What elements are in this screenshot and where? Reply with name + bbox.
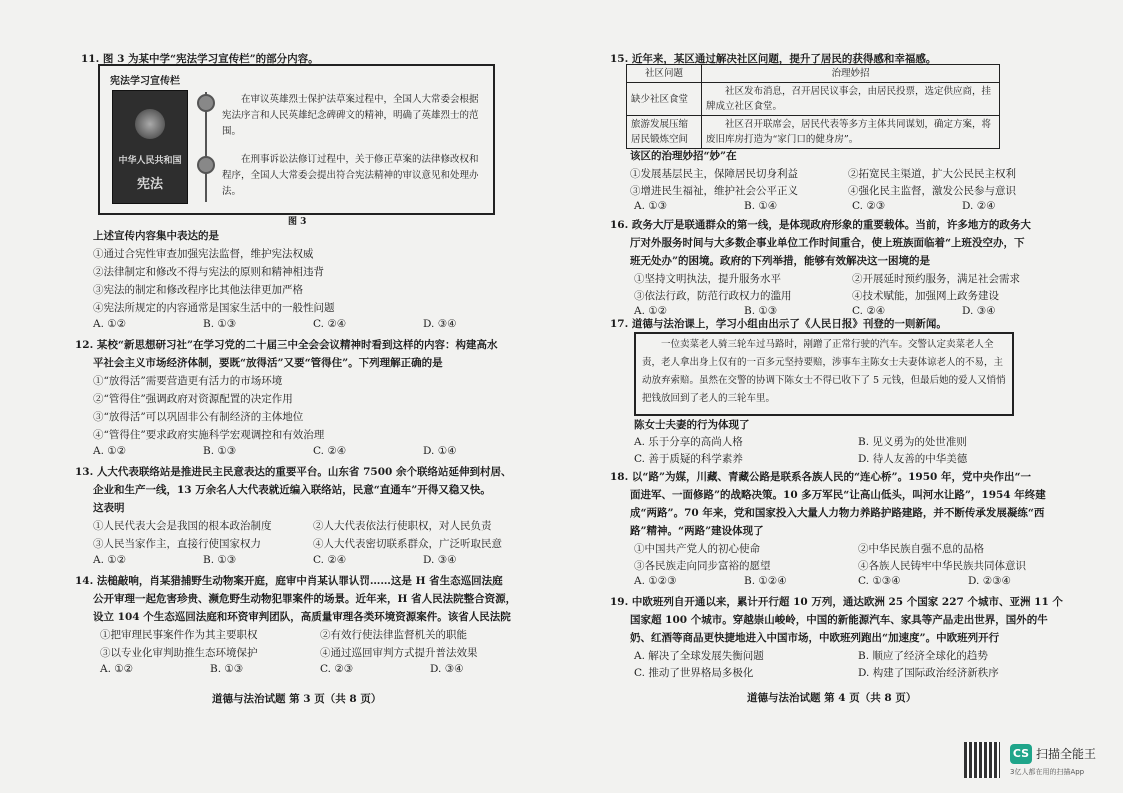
q15-choice-a[interactable]: A. ①③ xyxy=(634,200,668,212)
national-emblem-icon xyxy=(135,109,165,139)
q13-choice-b[interactable]: B. ①③ xyxy=(203,554,237,566)
q14-choice-b[interactable]: B. ①③ xyxy=(210,663,244,675)
q16-option-1: ①坚持文明执法，提升服务水平 xyxy=(634,273,781,285)
q18-choice-d[interactable]: D. ②③④ xyxy=(968,575,1011,587)
q16-option-2: ②开展延时预约服务，满足社会需求 xyxy=(852,273,1020,285)
q16-stem-2: 厅对外服务时间与大多数企事业单位工作时间重合，使上班族面临着“上班没空办，下 xyxy=(630,237,1025,249)
page-footer-4: 道德与法治试题 第 4 页（共 8 页） xyxy=(747,692,917,704)
q19-stem-3: 奶、红酒等商品更快捷地进入中国市场，中欧班列跑出“加速度”。中欧班列开行 xyxy=(630,632,1000,644)
constitution-book-image xyxy=(112,90,188,204)
table-cell-problem-2: 旅游发展压缩居民锻炼空间 xyxy=(627,116,702,149)
figure-caption: 图 3 xyxy=(288,217,307,227)
q14-option-3: ③以专业化审判助推生态环境保护 xyxy=(100,647,258,659)
scanner-app-name: 扫描全能王 xyxy=(1036,747,1097,761)
q16-option-4: ④技术赋能，加强网上政务建设 xyxy=(852,290,999,302)
q19-choice-a[interactable]: A. 解决了全球发展失衡问题 xyxy=(634,650,764,662)
q14-stem-1: 14. 法槌敲响，肖某猎捕野生动物案开庭，庭审中肖某认罪认罚……这是 H 省生态巡回法庭 xyxy=(75,575,503,587)
q13-choice-c[interactable]: C. ②④ xyxy=(313,554,347,566)
q14-choice-a[interactable]: A. ①② xyxy=(100,663,134,675)
q13-choice-a[interactable]: A. ①② xyxy=(93,554,127,566)
q17-choice-b[interactable]: B. 见义勇为的处世准则 xyxy=(858,436,967,448)
q17-stem: 17. 道德与法治课上，学习小组由出示了《人民日报》刊登的一则新闻。 xyxy=(610,318,947,330)
q16-stem-3: 班无处办”的困境。政府的下列举措，能够有效解决这一困境的是 xyxy=(630,255,931,267)
bullet-dot-icon xyxy=(197,156,215,174)
q13-choice-d[interactable]: D. ③④ xyxy=(423,554,457,566)
q18-choice-b[interactable]: B. ①②④ xyxy=(744,575,787,587)
q12-stem-1: 12. 某校“新思想研习社”在学习党的二十届三中全会会议精神时看到这样的内容：构建高水 xyxy=(75,339,498,351)
q14-stem-3: 设立 104 个生态巡回法庭和环资审判团队，高质量审理各类环境资源案件。该省人民法院 xyxy=(93,611,511,623)
q13-stem-1: 13. 人大代表联络站是推进民主民意表达的重要平台。山东省 7500 余个联络站延伸到村居、 xyxy=(75,466,512,478)
q16-option-3: ③依法行政，防范行政权力的滥用 xyxy=(634,290,792,302)
q17-choice-a[interactable]: A. 乐于分享的高尚人格 xyxy=(634,436,743,448)
q11-option-4: ④宪法所规定的内容通常是国家生活中的一般性问题 xyxy=(93,302,335,314)
q19-choice-d[interactable]: D. 构建了国际政治经济新秩序 xyxy=(858,667,999,679)
book-title-line1: 中华人民共和国 xyxy=(118,156,182,166)
q13-option-3: ③人民当家作主，直接行使国家权力 xyxy=(93,538,261,550)
board-paragraph-2: 在刑事诉讼法修订过程中，关于修正草案的法律修改权和程序，全国人大常委会提出符合宪法精神的审议意见和处理办法。 xyxy=(222,154,479,197)
q18-stem-4: 路”精神。“两路”建设体现了 xyxy=(630,525,764,537)
q12-choice-d[interactable]: D. ①④ xyxy=(423,445,457,457)
q11-option-2: ②法律制定和修改不得与宪法的原则和精神相违背 xyxy=(93,266,324,278)
q15-option-1: ①发展基层民主，保障居民切身利益 xyxy=(630,168,798,180)
q19-choice-b[interactable]: B. 顺应了经济全球化的趋势 xyxy=(858,650,988,662)
news-box: 一位卖菜老人骑三轮车过马路时，剐蹭了正常行驶的汽车。交警认定卖菜老人全责，老人拿出身上仅有的一百多元坚持要赔，涉事车主陈女士夫妻体谅老人的不易，主动放弃索赔。虽然在交警的协调下陈女士不得已收下了 5 元钱，但最后她的爱人又悄悄把钱放回到了老人的三轮车里。 xyxy=(634,332,1014,416)
q18-choice-a[interactable]: A. ①②③ xyxy=(634,575,677,587)
q12-stem-2: 平社会主义市场经济体制，要既“放得活”又要“管得住”。下列理解正确的是 xyxy=(93,357,443,369)
q15-option-3: ③增进民生福祉，维护社会公平正义 xyxy=(630,185,798,197)
q19-stem-1: 19. 中欧班列自开通以来，累计开行超 10 万列，通达欧洲 25 个国家 227 个城市、亚洲 11 个 xyxy=(610,596,1063,608)
q15-option-4: ④强化民主监督，激发公民参与意识 xyxy=(848,185,1016,197)
q18-option-4: ④各族人民铸牢中华民族共同体意识 xyxy=(858,560,1026,572)
q13-option-4: ④人大代表密切联系群众，广泛听取民意 xyxy=(313,538,502,550)
q18-stem-1: 18. 以“路”为媒，川藏、青藏公路是联系各族人民的“连心桥”。1950 年，党中央作出“一 xyxy=(610,471,1031,483)
q13-option-1: ①人民代表大会是我国的根本政治制度 xyxy=(93,520,272,532)
page-3 xyxy=(0,0,560,793)
table-header-problem: 社区问题 xyxy=(627,65,702,83)
q14-choice-c[interactable]: C. ②③ xyxy=(320,663,354,675)
qr-code-icon xyxy=(964,742,1000,778)
q18-option-1: ①中国共产党人的初心使命 xyxy=(634,543,760,555)
q15-choice-d[interactable]: D. ②④ xyxy=(962,200,996,212)
q18-stem-3: 成“两路”。70 年来，党和国家投入大量人力物力养路护路建路，并不断传承发展凝练“西 xyxy=(630,507,1045,519)
q11-choice-d[interactable]: D. ③④ xyxy=(423,318,457,330)
q12-option-1: ①“放得活”需要营造更有活力的市场环境 xyxy=(93,375,283,387)
board-paragraph-1: 在审议英雄烈士保护法草案过程中，全国人大常委会根据宪法序言和人民英雄纪念碑碑文的精神，明确了英雄烈士的范围。 xyxy=(222,94,479,137)
q12-choice-b[interactable]: B. ①③ xyxy=(203,445,237,457)
q16-choice-c[interactable]: C. ②④ xyxy=(852,305,886,317)
table-cell-solution-2: 社区召开联席会，居民代表等多方主体共同谋划，确定方案，将废旧库房打造为“家门口的健身房”。 xyxy=(702,116,1000,149)
q16-stem-1: 16. 政务大厅是联通群众的第一线，是体现政府形象的重要载体。当前，许多地方的政务大 xyxy=(610,219,1031,231)
q11-option-1: ①通过合宪性审查加强宪法监督，维护宪法权威 xyxy=(93,248,314,260)
q19-stem-2: 国家超 100 个城市。穿越崇山峻岭，中国的新能源汽车、家具等产品走出世界，国外的牛 xyxy=(630,614,1048,626)
table-cell-solution-1: 社区发布消息，召开居民议事会，由居民投票，选定供应商，挂牌成立社区食堂。 xyxy=(702,83,1000,116)
q13-stem-2: 企业和生产一线，13 万余名人大代表就近编入联络站，民意“直通车”开得又稳又快。 xyxy=(93,484,491,496)
q18-choice-c[interactable]: C. ①③④ xyxy=(858,575,901,587)
q11-option-3: ③宪法的制定和修改程序比其他法律更加严格 xyxy=(93,284,303,296)
q12-option-4: ④“管得住”要求政府实施科学宏观调控和有效治理 xyxy=(93,429,325,441)
q15-option-2: ②拓宽民主渠道，扩大公民民主权利 xyxy=(848,168,1016,180)
q15-table xyxy=(626,64,1000,149)
q15-choice-c[interactable]: C. ②③ xyxy=(852,200,886,212)
book-title-line2: 宪法 xyxy=(136,177,163,192)
q17-lead: 陈女士夫妻的行为体现了 xyxy=(634,419,750,431)
q11-lead: 上述宣传内容集中表达的是 xyxy=(93,230,219,242)
q12-choice-a[interactable]: A. ①② xyxy=(93,445,127,457)
q19-choice-c[interactable]: C. 推动了世界格局多极化 xyxy=(634,667,754,679)
q16-choice-b[interactable]: B. ①③ xyxy=(744,305,778,317)
q13-stem-3: 这表明 xyxy=(93,502,125,514)
q14-option-4: ④通过巡回审判方式提升普法效果 xyxy=(320,647,478,659)
scanner-tagline: 3亿人都在用的扫描App xyxy=(1010,768,1085,776)
q11-choice-a[interactable]: A. ①② xyxy=(93,318,127,330)
q12-option-2: ②“管得住”强调政府对资源配置的决定作用 xyxy=(93,393,293,405)
q14-option-2: ②有效行使法律监督机关的职能 xyxy=(320,629,467,641)
bullet-dot-icon xyxy=(197,94,215,112)
q17-choice-c[interactable]: C. 善于质疑的科学素养 xyxy=(634,453,743,465)
q15-choice-b[interactable]: B. ①④ xyxy=(744,200,778,212)
q12-option-3: ③“放得活”可以巩固非公有制经济的主体地位 xyxy=(93,411,304,423)
constitution-board-figure xyxy=(98,64,495,215)
q17-choice-d[interactable]: D. 待人友善的中华美德 xyxy=(858,453,968,465)
page-footer-3: 道德与法治试题 第 3 页（共 8 页） xyxy=(212,693,382,705)
table-cell-problem-1: 缺少社区食堂 xyxy=(627,83,702,116)
q11-choice-c[interactable]: C. ②④ xyxy=(313,318,347,330)
q14-choice-d[interactable]: D. ③④ xyxy=(430,663,464,675)
q13-option-2: ②人大代表依法行使职权，对人民负责 xyxy=(313,520,492,532)
board-title: 宪法学习宣传栏 xyxy=(110,76,180,87)
table-header-solution: 治理妙招 xyxy=(702,65,1000,83)
q14-option-1: ①把审理民事案件作为其主要职权 xyxy=(100,629,258,641)
q16-choice-a[interactable]: A. ①② xyxy=(634,305,668,317)
q16-choice-d[interactable]: D. ③④ xyxy=(962,305,996,317)
q18-option-3: ③各民族走向同步富裕的愿望 xyxy=(634,560,771,572)
q11-choice-b[interactable]: B. ①③ xyxy=(203,318,237,330)
q15-lead: 该区的治理妙招“妙”在 xyxy=(630,150,737,162)
q18-stem-2: 面进军、一面修路”的战略决策。10 多万军民“让高山低头，叫河水让路”，1954 年终建 xyxy=(630,489,1046,501)
q12-choice-c[interactable]: C. ②④ xyxy=(313,445,347,457)
q15-stem: 15. 近年来，某区通过解决社区问题，提升了居民的获得感和幸福感。 xyxy=(610,53,937,65)
camscanner-logo-icon: CS xyxy=(1010,744,1032,764)
q11-stem: 11. 图 3 为某中学“宪法学习宣传栏”的部分内容。 xyxy=(81,53,319,65)
q18-option-2: ②中华民族自强不息的品格 xyxy=(858,543,984,555)
q14-stem-2: 公开审理一起危害珍贵、濒危野生动物犯罪案件的场景。近年来，H 省人民法院整合资源， xyxy=(93,593,517,605)
